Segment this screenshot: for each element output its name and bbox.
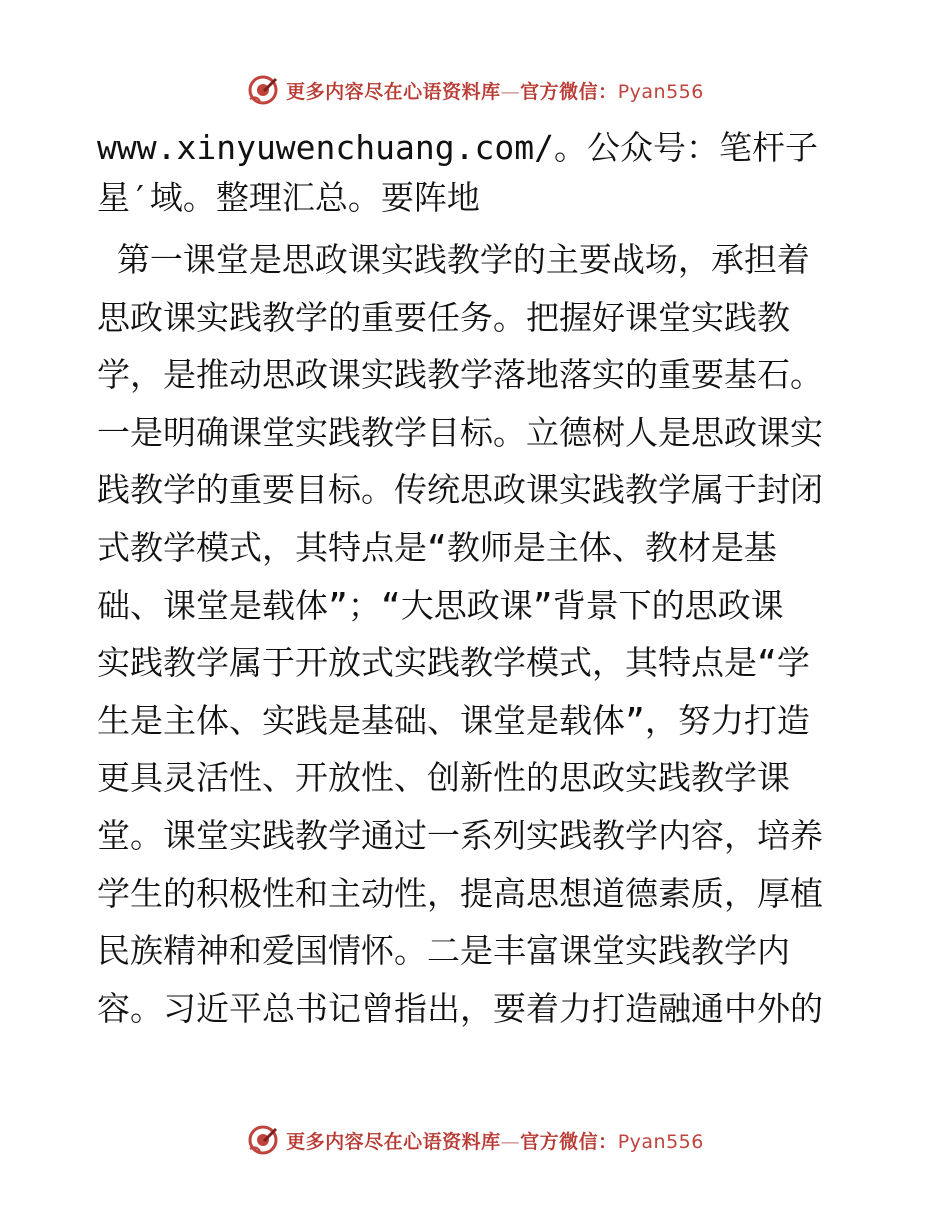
banner-dash: — [500,1130,521,1153]
document-body [97,123,857,1037]
banner-title: 更多内容尽在心语资料库 [286,1130,501,1153]
paragraph-gap [97,223,857,231]
banner-dash: — [500,80,521,103]
banner-wechat-id: Pyan556 [617,1130,704,1153]
body-line: 生是主体、实践是基础、课堂是载体”，努力打造 [97,700,810,740]
body-line: 学生的积极性和主动性，提高思想道德素质，厚植 [97,873,823,913]
pen-logo-icon [246,73,280,107]
body-line: 容。习近平总书记曾指出，要着力打造融通中外的 [97,988,823,1028]
banner-wechat-label: 官方微信： [520,80,618,103]
body-line: 实践教学属于开放式实践教学模式，其特点是“学 [97,643,810,683]
banner-text [286,77,704,104]
body-line: 践教学的重要目标。传统思政课实践教学属于封闭 [97,470,823,510]
body-line: 础、课堂是载体”；“大思政课”背景下的思政课 [97,585,784,625]
banner-wechat-label: 官方微信： [520,1130,618,1153]
banner-title: 更多内容尽在心语资料库 [286,80,501,103]
body-line: 堂。课堂实践教学通过一系列实践教学内容，培养 [97,815,823,855]
intro-line: www.xinyuwenchuang.com/。公众号：笔杆子 [97,128,818,167]
body-line: 更具灵活性、开放性、创新性的思政实践教学课 [97,758,790,798]
banner-wechat-id: Pyan556 [617,80,704,103]
body-line: 学，是推动思政课实践教学落地落实的重要基石。 [97,355,823,395]
body-line: 式教学模式，其特点是“教师是主体、教材是基 [97,527,777,567]
body-line: 一是明确课堂实践教学目标。立德树人是思政课实 [97,412,823,452]
intro-line: 星′域。整理汇总。要阵地 [97,178,480,217]
body-line: 思政课实践教学的重要任务。把握好课堂实践教 [97,297,790,337]
body-line: 第一课堂是思政课实践教学的主要战场，承担着 [97,240,810,279]
footer-banner [0,1120,950,1160]
banner-text [286,1127,704,1154]
header-banner [0,70,950,110]
body-line: 民族精神和爱国情怀。二是丰富课堂实践教学内 [97,931,790,971]
pen-logo-icon [246,1123,280,1157]
